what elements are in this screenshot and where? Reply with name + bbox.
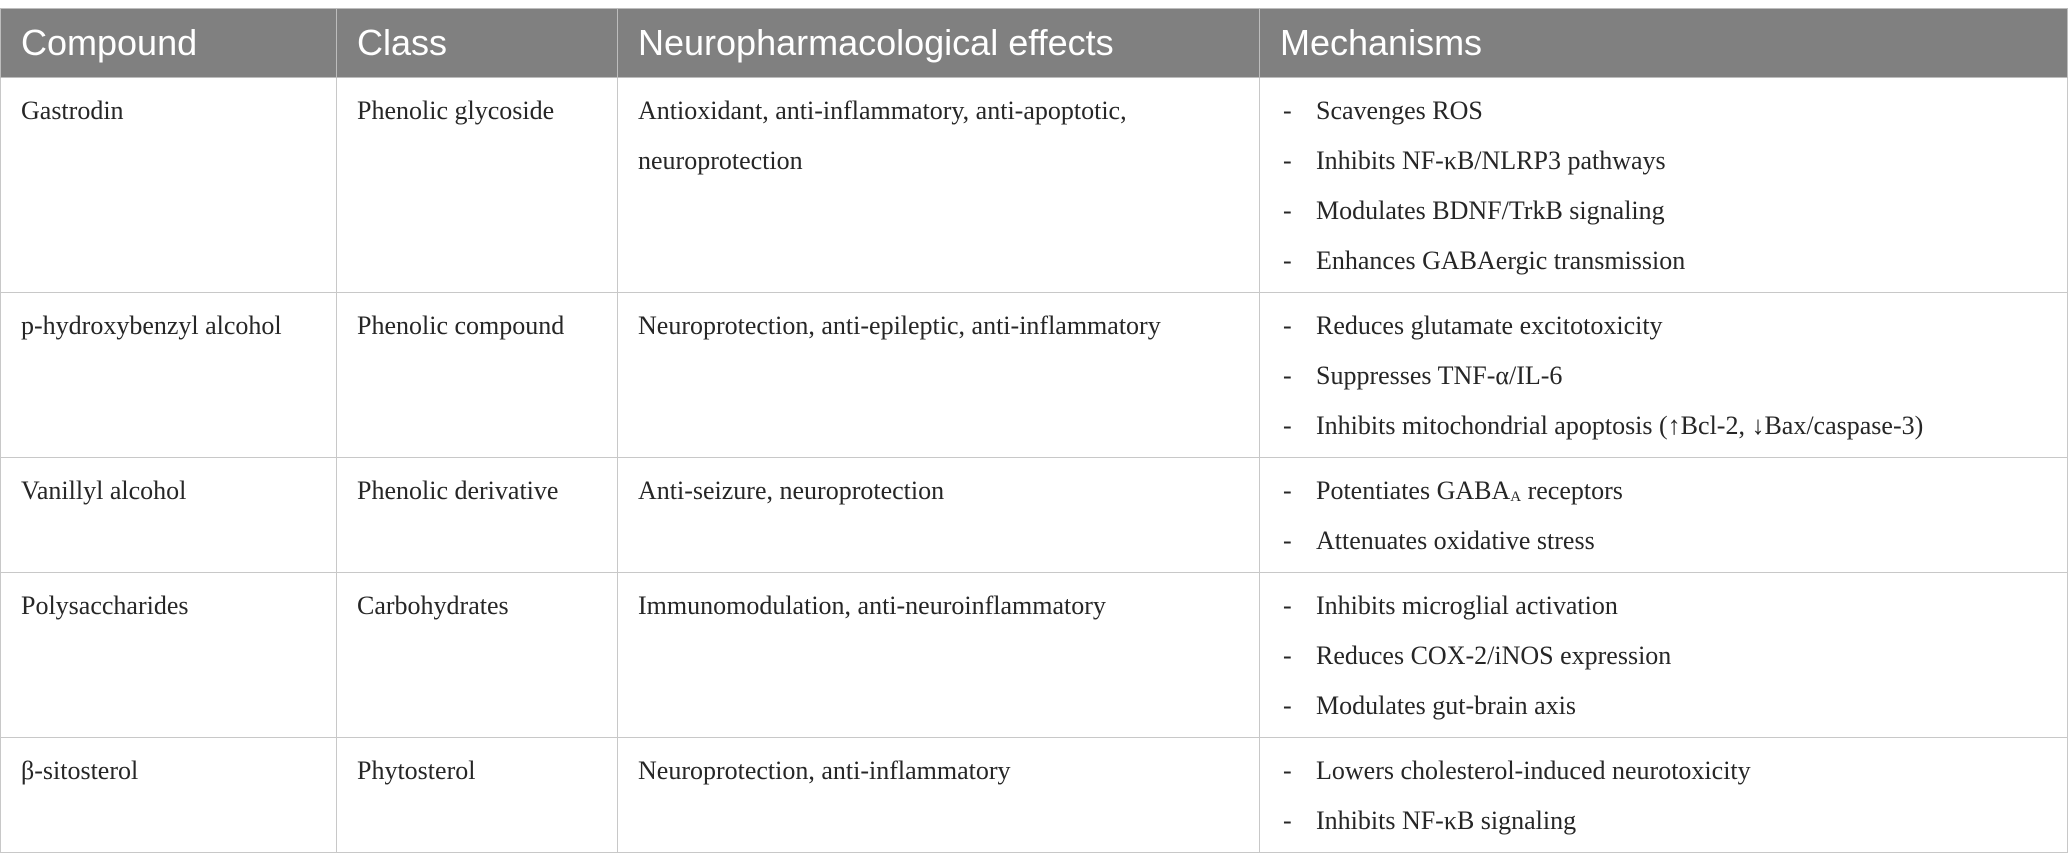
mechanisms-cell bbox=[1260, 78, 2068, 293]
bullet-dash: - bbox=[1283, 196, 1292, 225]
header-row bbox=[1, 9, 2068, 78]
mechanism-item bbox=[1280, 796, 2057, 846]
mechanism-text: Reduces COX-2/iNOS expression bbox=[1316, 641, 1672, 670]
mechanism-item bbox=[1280, 301, 2057, 351]
mechanisms-list bbox=[1280, 301, 2057, 451]
class-cell: Phenolic glycoside bbox=[337, 78, 618, 293]
mechanism-text: Suppresses TNF-α/IL-6 bbox=[1316, 361, 1563, 390]
compound-cell: Gastrodin bbox=[1, 78, 337, 293]
mechanisms-cell bbox=[1260, 573, 2068, 738]
mechanism-item bbox=[1280, 136, 2057, 186]
bullet-dash: - bbox=[1283, 361, 1292, 390]
bullet-dash: - bbox=[1283, 146, 1292, 175]
bullet-dash: - bbox=[1283, 591, 1292, 620]
effects-cell: Immunomodulation, anti-neuroinflammatory bbox=[618, 573, 1260, 738]
mechanism-text: Reduces glutamate excitotoxicity bbox=[1316, 311, 1663, 340]
mechanism-item bbox=[1280, 236, 2057, 286]
bullet-dash: - bbox=[1283, 96, 1292, 125]
mechanism-item bbox=[1280, 351, 2057, 401]
table-row bbox=[1, 573, 2068, 738]
mechanism-text: Potentiates GABA bbox=[1316, 476, 1511, 505]
mechanism-text: Inhibits NF-κB signaling bbox=[1316, 806, 1577, 835]
bullet-dash: - bbox=[1283, 246, 1292, 275]
mechanisms-cell bbox=[1260, 293, 2068, 458]
mechanism-item bbox=[1280, 401, 2057, 451]
header-compound: Compound bbox=[1, 9, 337, 78]
class-cell: Phytosterol bbox=[337, 738, 618, 853]
bullet-dash: - bbox=[1283, 476, 1292, 505]
bullet-dash: - bbox=[1283, 411, 1292, 440]
mechanism-text: Inhibits NF-κB/NLRP3 pathways bbox=[1316, 146, 1666, 175]
mechanisms-list bbox=[1280, 746, 2057, 846]
table-row bbox=[1, 738, 2068, 853]
header-class: Class bbox=[337, 9, 618, 78]
mechanism-item bbox=[1280, 466, 2057, 516]
bullet-dash: - bbox=[1283, 641, 1292, 670]
effects-cell: Neuroprotection, anti-epileptic, anti-inflammatory bbox=[618, 293, 1260, 458]
mechanism-text: Lowers cholesterol-induced neurotoxicity bbox=[1316, 756, 1751, 785]
mechanism-text: Inhibits microglial activation bbox=[1316, 591, 1618, 620]
mechanisms-list bbox=[1280, 466, 2057, 566]
compounds-table bbox=[0, 8, 2068, 853]
mechanism-text: Modulates gut-brain axis bbox=[1316, 691, 1576, 720]
bullet-dash: - bbox=[1283, 806, 1292, 835]
bullet-dash: - bbox=[1283, 526, 1292, 555]
bullet-dash: - bbox=[1283, 311, 1292, 340]
compound-cell: Polysaccharides bbox=[1, 573, 337, 738]
compound-cell: β-sitosterol bbox=[1, 738, 337, 853]
mechanisms-list bbox=[1280, 86, 2057, 286]
bullet-dash: - bbox=[1283, 691, 1292, 720]
mechanism-item bbox=[1280, 631, 2057, 681]
gaba-subscript: A bbox=[1510, 489, 1522, 505]
mechanism-item bbox=[1280, 186, 2057, 236]
mechanism-text: Attenuates oxidative stress bbox=[1316, 526, 1595, 555]
mechanism-text-suffix: receptors bbox=[1521, 476, 1623, 505]
compound-cell: Vanillyl alcohol bbox=[1, 458, 337, 573]
mechanisms-list bbox=[1280, 581, 2057, 731]
mechanism-text: Modulates BDNF/TrkB signaling bbox=[1316, 196, 1665, 225]
effects-cell: Neuroprotection, anti-inflammatory bbox=[618, 738, 1260, 853]
mechanism-item bbox=[1280, 746, 2057, 796]
header-mechanisms: Mechanisms bbox=[1260, 9, 2068, 78]
compound-cell: p-hydroxybenzyl alcohol bbox=[1, 293, 337, 458]
table-row bbox=[1, 78, 2068, 293]
mechanisms-cell bbox=[1260, 738, 2068, 853]
table-row bbox=[1, 293, 2068, 458]
class-cell: Phenolic derivative bbox=[337, 458, 618, 573]
mechanism-item bbox=[1280, 516, 2057, 566]
class-cell: Phenolic compound bbox=[337, 293, 618, 458]
class-cell: Carbohydrates bbox=[337, 573, 618, 738]
mechanism-item bbox=[1280, 581, 2057, 631]
mechanisms-cell bbox=[1260, 458, 2068, 573]
header-effects: Neuropharmacological effects bbox=[618, 9, 1260, 78]
table-row bbox=[1, 458, 2068, 573]
mechanism-text: Scavenges ROS bbox=[1316, 96, 1483, 125]
mechanism-item bbox=[1280, 681, 2057, 731]
effects-cell: Anti-seizure, neuroprotection bbox=[618, 458, 1260, 573]
mechanism-item bbox=[1280, 86, 2057, 136]
bullet-dash: - bbox=[1283, 756, 1292, 785]
effects-cell: Antioxidant, anti-inflammatory, anti-apoptotic, neuroprotection bbox=[618, 78, 1260, 293]
mechanism-text: Enhances GABAergic transmission bbox=[1316, 246, 1686, 275]
mechanism-text: Inhibits mitochondrial apoptosis (↑Bcl-2, ↓Bax/caspase-3) bbox=[1316, 411, 1924, 440]
